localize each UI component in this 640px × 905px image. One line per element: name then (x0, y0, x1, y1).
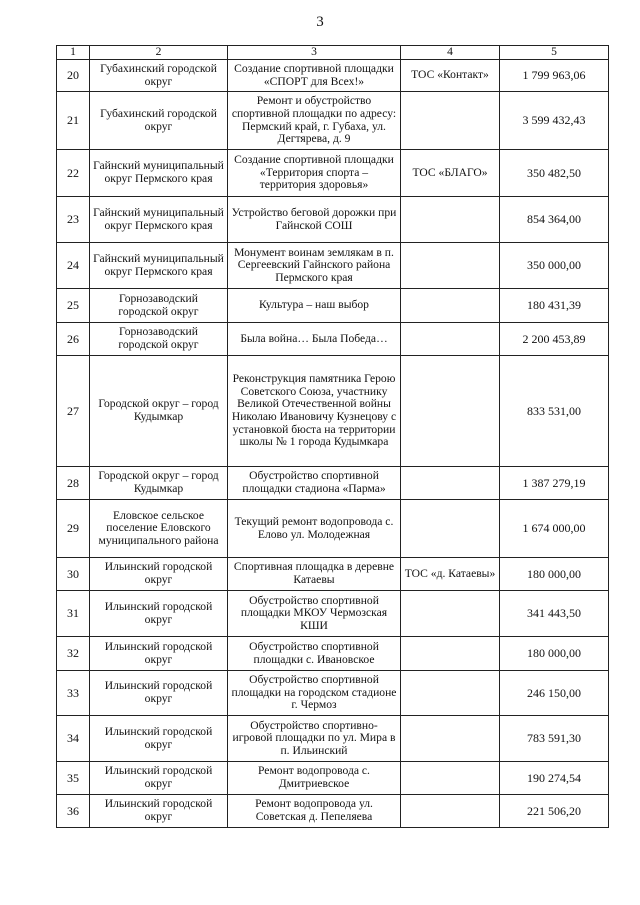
municipality-cell: Губахинский городской округ (90, 60, 228, 92)
tos-cell (401, 591, 500, 637)
table-row (57, 243, 609, 289)
amount-cell: 854 364,00 (500, 197, 609, 243)
amount-cell: 1 387 279,19 (500, 467, 609, 500)
amount-cell: 350 000,00 (500, 243, 609, 289)
tos-cell (401, 323, 500, 356)
row-number: 36 (57, 795, 90, 828)
tos-cell (401, 762, 500, 795)
project-cell: Культура – наш выбор (228, 289, 401, 323)
header-col-1: 1 (57, 46, 90, 60)
row-number: 22 (57, 150, 90, 197)
table-row (57, 591, 609, 637)
project-cell: Монумент воинам землякам в п. Сергеевский Гайнского района Пермского края (228, 243, 401, 289)
amount-cell: 190 274,54 (500, 762, 609, 795)
tos-cell (401, 197, 500, 243)
row-number: 32 (57, 637, 90, 671)
amount-cell: 3 599 432,43 (500, 92, 609, 150)
table-row (57, 150, 609, 197)
municipality-cell: Ильинский городской округ (90, 762, 228, 795)
project-cell: Обустройство спортивно-игровой площадки по ул. Мира в п. Ильинский (228, 716, 401, 762)
municipality-cell: Горнозаводский городской округ (90, 289, 228, 323)
project-cell: Создание спортивной площадки «СПОРТ для Всех!» (228, 60, 401, 92)
project-cell: Была война… Была Победа… (228, 323, 401, 356)
table-row (57, 323, 609, 356)
table-row (57, 762, 609, 795)
row-number: 23 (57, 197, 90, 243)
table-header-row (57, 46, 609, 60)
project-cell: Обустройство спортивной площадки стадиона «Парма» (228, 467, 401, 500)
municipality-cell: Ильинский городской округ (90, 558, 228, 591)
project-cell: Реконструкция памятника Герою Советского Союза, участнику Великой Отечественной войны Николаю Ивановичу Кузнецову с установкой бюста на территории школы № 1 города Кудымкара (228, 356, 401, 467)
tos-cell: ТОС «Контакт» (401, 60, 500, 92)
tos-cell (401, 795, 500, 828)
row-number: 34 (57, 716, 90, 762)
project-cell: Ремонт водопровода ул. Советская д. Пепеляева (228, 795, 401, 828)
project-cell: Ремонт водопровода с. Дмитриевское (228, 762, 401, 795)
amount-cell: 1 674 000,00 (500, 500, 609, 558)
row-number: 28 (57, 467, 90, 500)
tos-cell (401, 92, 500, 150)
tos-cell (401, 637, 500, 671)
row-number: 21 (57, 92, 90, 150)
municipality-cell: Губахинский городской округ (90, 92, 228, 150)
project-cell: Спортивная площадка в деревне Катаевы (228, 558, 401, 591)
tos-cell (401, 716, 500, 762)
municipality-cell: Еловское сельское поселение Еловского муниципального района (90, 500, 228, 558)
header-col-3: 3 (228, 46, 401, 60)
tos-cell: ТОС «д. Катаевы» (401, 558, 500, 591)
table-row (57, 92, 609, 150)
tos-cell (401, 671, 500, 716)
tos-cell (401, 467, 500, 500)
table-row (57, 289, 609, 323)
table-row (57, 637, 609, 671)
municipality-cell: Ильинский городской округ (90, 795, 228, 828)
amount-cell: 180 000,00 (500, 558, 609, 591)
amount-cell: 246 150,00 (500, 671, 609, 716)
municipality-cell: Гайнский муниципальный округ Пермского края (90, 197, 228, 243)
header-col-4: 4 (401, 46, 500, 60)
municipality-cell: Горнозаводский городской округ (90, 323, 228, 356)
table-row (57, 671, 609, 716)
row-number: 24 (57, 243, 90, 289)
table-row (57, 356, 609, 467)
municipality-cell: Ильинский городской округ (90, 591, 228, 637)
row-number: 33 (57, 671, 90, 716)
table-row (57, 467, 609, 500)
municipality-cell: Ильинский городской округ (90, 716, 228, 762)
amount-cell: 350 482,50 (500, 150, 609, 197)
tos-cell (401, 289, 500, 323)
table-row (57, 60, 609, 92)
project-cell: Ремонт и обустройство спортивной площадки по адресу: Пермский край, г. Губаха, ул. Дегтярева, д. 9 (228, 92, 401, 150)
municipality-cell: Городской округ – город Кудымкар (90, 356, 228, 467)
header-col-5: 5 (500, 46, 609, 60)
table-row (57, 558, 609, 591)
table-row (57, 500, 609, 558)
row-number: 25 (57, 289, 90, 323)
amount-cell: 180 000,00 (500, 637, 609, 671)
project-cell: Обустройство спортивной площадки МКОУ Чермозская КШИ (228, 591, 401, 637)
row-number: 26 (57, 323, 90, 356)
municipality-cell: Гайнский муниципальный округ Пермского края (90, 150, 228, 197)
project-cell: Устройство беговой дорожки при Гайнской СОШ (228, 197, 401, 243)
tos-cell (401, 243, 500, 289)
amount-cell: 1 799 963,06 (500, 60, 609, 92)
amount-cell: 783 591,30 (500, 716, 609, 762)
amount-cell: 221 506,20 (500, 795, 609, 828)
row-number: 35 (57, 762, 90, 795)
municipality-cell: Ильинский городской округ (90, 637, 228, 671)
row-number: 29 (57, 500, 90, 558)
project-cell: Текущий ремонт водопровода с. Елово ул. Молодежная (228, 500, 401, 558)
municipality-cell: Ильинский городской округ (90, 671, 228, 716)
row-number: 30 (57, 558, 90, 591)
page-number: 3 (316, 14, 324, 30)
amount-cell: 180 431,39 (500, 289, 609, 323)
row-number: 27 (57, 356, 90, 467)
tos-cell (401, 356, 500, 467)
tos-cell (401, 500, 500, 558)
project-cell: Обустройство спортивной площадки с. Ивановское (228, 637, 401, 671)
amount-cell: 833 531,00 (500, 356, 609, 467)
municipality-cell: Гайнский муниципальный округ Пермского края (90, 243, 228, 289)
amount-cell: 341 443,50 (500, 591, 609, 637)
row-number: 31 (57, 591, 90, 637)
table-row (57, 197, 609, 243)
tos-cell: ТОС «БЛАГО» (401, 150, 500, 197)
project-cell: Создание спортивной площадки «Территория спорта – территория здоровья» (228, 150, 401, 197)
amount-cell: 2 200 453,89 (500, 323, 609, 356)
funding-table (56, 45, 609, 828)
municipality-cell: Городской округ – город Кудымкар (90, 467, 228, 500)
row-number: 20 (57, 60, 90, 92)
project-cell: Обустройство спортивной площадки на городском стадионе г. Чермоз (228, 671, 401, 716)
header-col-2: 2 (90, 46, 228, 60)
table-row (57, 795, 609, 828)
table-row (57, 716, 609, 762)
